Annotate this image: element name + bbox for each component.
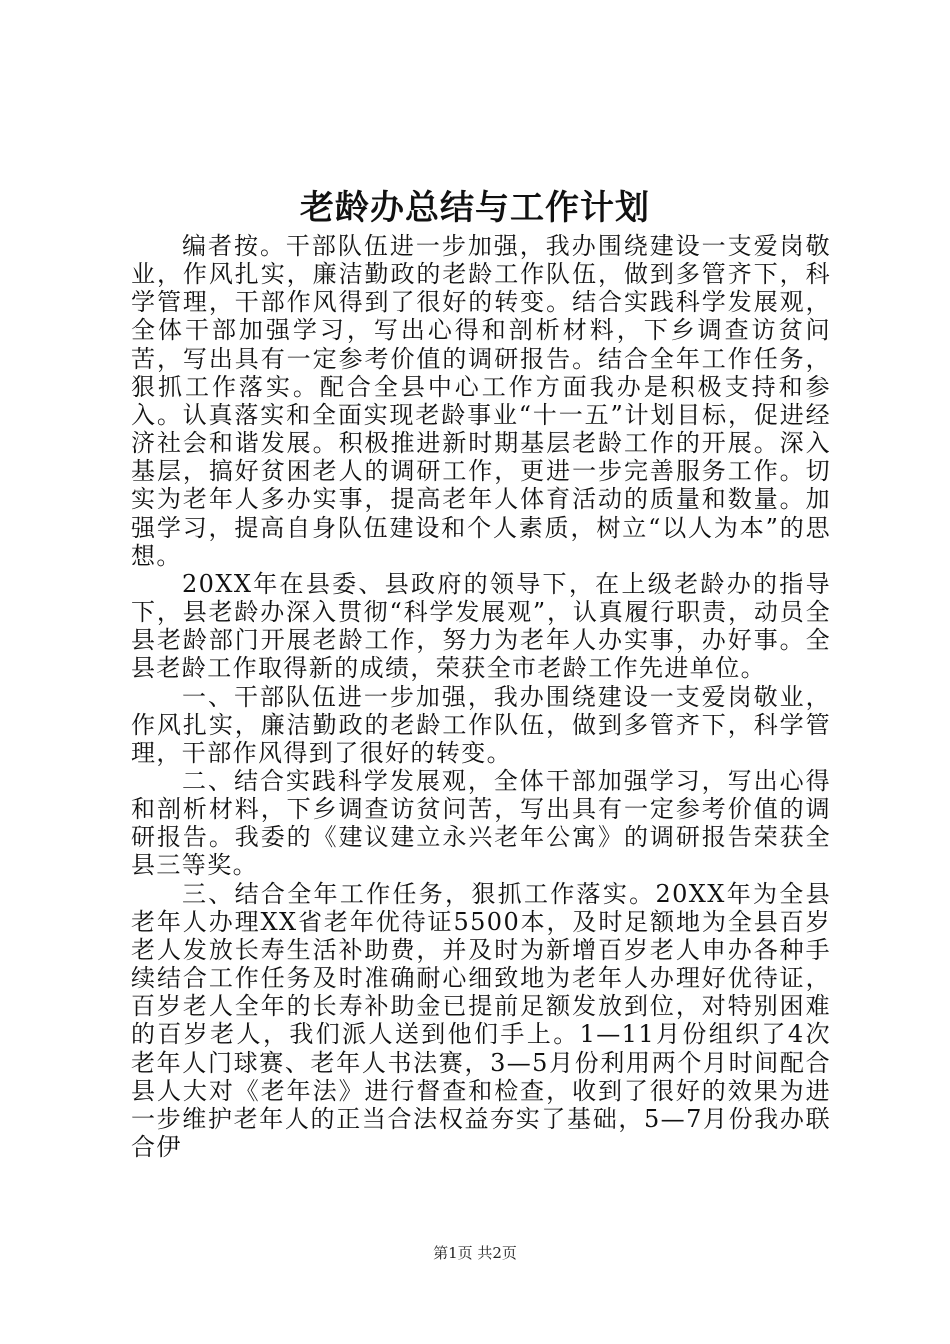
page-number-footer: 第1页 共2页 (433, 1244, 517, 1262)
paragraph-overview: 20XX年在县委、县政府的领导下，在上级老龄办的指导下，县老龄办深入贯彻“科学发展观”，认真履行职责，动员全县老龄部门开展老龄工作，努力为老年人办实事，办好事。全县老龄工作取得新的成绩，荣获全市老龄工作先进单位。 (131, 569, 831, 683)
paragraph-editor-note: 编者按。干部队伍进一步加强，我办围绕建设一支爱岗敬业，作风扎实，廉洁勤政的老龄工作队伍，做到多管齐下，科学管理，干部作风得到了很好的转变。结合实践科学发展观，全体干部加强学习，写出心得和剖析材料，下乡调查访贫问苦，写出具有一定参考价值的调研报告。结合全年工作任务，狠抓工作落实。配合全县中心工作方面我办是积极支持和参入。认真落实和全面实现老龄事业“十一五”计划目标，促进经济社会和谐发展。积极推进新时期基层老龄工作的开展。深入基层，搞好贫困老人的调研工作，更进一步完善服务工作。切实为老年人多办实事，提高老年人体育活动的质量和数量。加强学习，提高自身队伍建设和个人素质，树立“以人为本”的思想。 (131, 232, 831, 570)
paragraph-item-2: 二、结合实践科学发展观，全体干部加强学习，写出心得和剖析材料，下乡调查访贫问苦，写出具有一定参考价值的调研报告。我委的《建议建立永兴老年公寓》的调研报告荣获全县三等奖。 (131, 766, 831, 880)
document-body (131, 232, 831, 1161)
paragraph-item-3: 三、结合全年工作任务，狠抓工作落实。20XX年为全县老年人办理XX省老年优待证5500本，及时足额地为全县百岁老人发放长寿生活补助费，并及时为新增百岁老人申办各种手续结合工作任务及时准确耐心细致地为老年人办理好优待证，百岁老人全年的长寿补助金已提前足额发放到位，对特别困难的百岁老人，我们派人送到他们手上。1—11月份组织了4次老年人门球赛、老年人书法赛，3—5月份利用两个月时间配合县人大对《老年法》进行督查和检查，收到了很好的效果为进一步维护老年人的正当合法权益夯实了基础，5—7月份我办联合伊 (131, 879, 831, 1161)
document-title: 老龄办总结与工作计划 (300, 188, 650, 228)
paragraph-item-1: 一、干部队伍进一步加强，我办围绕建设一支爱岗敬业，作风扎实，廉洁勤政的老龄工作队伍，做到多管齐下，科学管理，干部作风得到了很好的转变。 (131, 682, 831, 767)
